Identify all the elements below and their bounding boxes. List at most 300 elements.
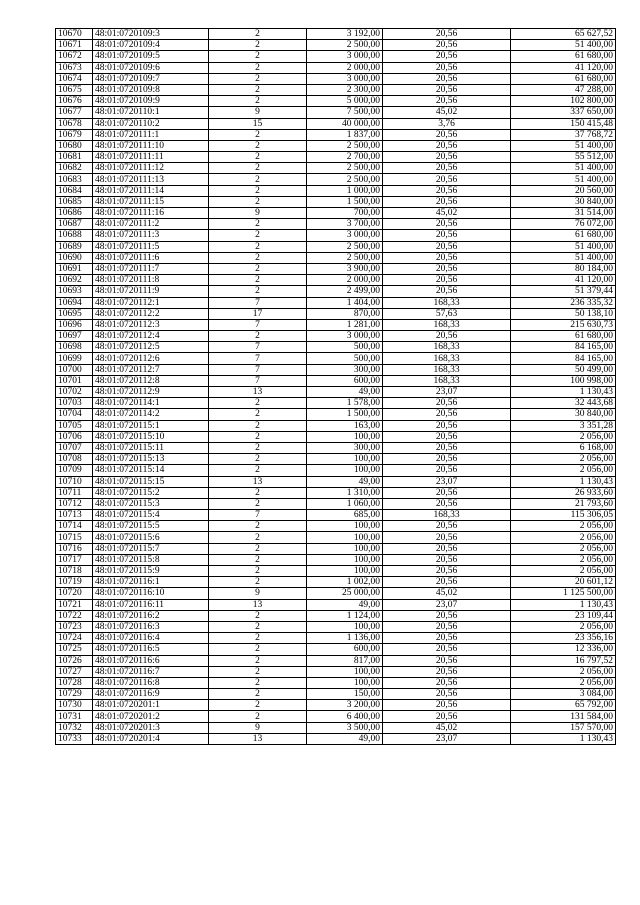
rate-value: 20,56 [383,610,511,621]
rate-value: 20,56 [383,152,511,163]
area-value: 3 200,00 [307,700,383,711]
cadastral-number: 48:01:0720114:2 [93,409,209,420]
rate-value: 20,56 [383,666,511,677]
category-code: 2 [209,566,307,577]
area-value: 100,00 [307,566,383,577]
cadastral-number: 48:01:0720109:5 [93,51,209,62]
cadastral-value: 61 680,00 [511,73,616,84]
table-row [56,29,616,40]
cadastral-number: 48:01:0720111:9 [93,286,209,297]
cadastral-number: 48:01:0720111:10 [93,140,209,151]
table-row [56,118,616,129]
rate-value: 20,56 [383,73,511,84]
area-value: 1 578,00 [307,398,383,409]
table-row [56,498,616,509]
table-row [56,442,616,453]
table-row [56,610,616,621]
category-code: 2 [209,454,307,465]
category-code: 2 [209,73,307,84]
cadastral-number: 48:01:0720109:8 [93,84,209,95]
table-row [56,510,616,521]
cadastral-number: 48:01:0720115:13 [93,454,209,465]
cadastral-value: 23 109,44 [511,610,616,621]
cadastral-number: 48:01:0720115:6 [93,532,209,543]
table-row [56,375,616,386]
category-code: 2 [209,431,307,442]
row-number: 10691 [56,263,93,274]
table-row [56,420,616,431]
cadastral-value: 6 168,00 [511,442,616,453]
cadastral-value: 41 120,00 [511,62,616,73]
category-code: 2 [209,252,307,263]
row-number: 10727 [56,666,93,677]
category-code: 2 [209,263,307,274]
rate-value: 20,56 [383,498,511,509]
area-value: 600,00 [307,375,383,386]
table-row [56,51,616,62]
row-number: 10716 [56,543,93,554]
row-number: 10730 [56,700,93,711]
row-number: 10678 [56,118,93,129]
area-value: 1 002,00 [307,577,383,588]
category-code: 2 [209,331,307,342]
table-row [56,107,616,118]
row-number: 10682 [56,163,93,174]
table-row [56,387,616,398]
rate-value: 20,56 [383,442,511,453]
table-row [56,297,616,308]
cadastral-number: 48:01:0720112:5 [93,342,209,353]
cadastral-number: 48:01:0720201:1 [93,700,209,711]
cadastral-value-table [55,28,616,745]
rate-value: 20,56 [383,633,511,644]
table-row [56,129,616,140]
cadastral-number: 48:01:0720116:3 [93,621,209,632]
rate-value: 23,07 [383,733,511,744]
cadastral-number: 48:01:0720111:2 [93,219,209,230]
cadastral-value: 20 560,00 [511,185,616,196]
rate-value: 20,56 [383,521,511,532]
rate-value: 20,56 [383,263,511,274]
cadastral-number: 48:01:0720201:2 [93,711,209,722]
table-row [56,241,616,252]
area-value: 100,00 [307,454,383,465]
cadastral-value: 337 650,00 [511,107,616,118]
row-number: 10677 [56,107,93,118]
table-row [56,140,616,151]
row-number: 10696 [56,319,93,330]
rate-value: 168,33 [383,319,511,330]
cadastral-value: 2 056,00 [511,621,616,632]
rate-value: 20,56 [383,163,511,174]
cadastral-number: 48:01:0720110:1 [93,107,209,118]
cadastral-value: 2 056,00 [511,454,616,465]
cadastral-value: 47 288,00 [511,84,616,95]
table-row [56,677,616,688]
rate-value: 168,33 [383,297,511,308]
cadastral-number: 48:01:0720116:2 [93,610,209,621]
row-number: 10692 [56,275,93,286]
rate-value: 45,02 [383,722,511,733]
area-value: 2 000,00 [307,62,383,73]
row-number: 10694 [56,297,93,308]
table-row [56,196,616,207]
area-value: 600,00 [307,644,383,655]
area-value: 1 000,00 [307,185,383,196]
area-value: 1 500,00 [307,409,383,420]
area-value: 3 500,00 [307,722,383,733]
row-number: 10676 [56,96,93,107]
cadastral-number: 48:01:0720116:7 [93,666,209,677]
rate-value: 20,56 [383,465,511,476]
table-row [56,364,616,375]
cadastral-number: 48:01:0720116:8 [93,677,209,688]
table-row [56,700,616,711]
row-number: 10675 [56,84,93,95]
cadastral-number: 48:01:0720112:7 [93,364,209,375]
table-row [56,431,616,442]
row-number: 10729 [56,689,93,700]
row-number: 10721 [56,599,93,610]
table-row [56,599,616,610]
category-code: 2 [209,677,307,688]
row-number: 10687 [56,219,93,230]
category-code: 2 [209,577,307,588]
rate-value: 20,56 [383,543,511,554]
cadastral-number: 48:01:0720115:1 [93,420,209,431]
rate-value: 20,56 [383,40,511,51]
table-row [56,174,616,185]
table-row [56,319,616,330]
row-number: 10695 [56,308,93,319]
area-value: 3 000,00 [307,51,383,62]
category-code: 2 [209,610,307,621]
table-row [56,465,616,476]
cadastral-number: 48:01:0720116:9 [93,689,209,700]
rate-value: 20,56 [383,219,511,230]
row-number: 10670 [56,29,93,40]
table-row [56,666,616,677]
area-value: 2 300,00 [307,84,383,95]
cadastral-number: 48:01:0720112:8 [93,375,209,386]
cadastral-value: 2 056,00 [511,566,616,577]
rate-value: 20,56 [383,431,511,442]
category-code: 2 [209,62,307,73]
area-value: 3 700,00 [307,219,383,230]
cadastral-value: 115 306,05 [511,510,616,521]
cadastral-value: 3 351,28 [511,420,616,431]
category-code: 2 [209,163,307,174]
category-code: 7 [209,510,307,521]
table-row [56,487,616,498]
cadastral-value: 80 184,00 [511,263,616,274]
rate-value: 20,56 [383,577,511,588]
cadastral-value: 84 165,00 [511,353,616,364]
category-code: 2 [209,420,307,431]
table-row [56,263,616,274]
cadastral-value: 50 138,10 [511,308,616,319]
category-code: 2 [209,84,307,95]
area-value: 7 500,00 [307,107,383,118]
area-value: 3 900,00 [307,263,383,274]
table-row [56,689,616,700]
cadastral-value: 84 165,00 [511,342,616,353]
cadastral-value: 157 570,00 [511,722,616,733]
rate-value: 20,56 [383,241,511,252]
area-value: 49,00 [307,476,383,487]
cadastral-number: 48:01:0720115:7 [93,543,209,554]
row-number: 10718 [56,566,93,577]
area-value: 2 500,00 [307,241,383,252]
cadastral-value: 61 680,00 [511,230,616,241]
cadastral-number: 48:01:0720112:1 [93,297,209,308]
rate-value: 20,56 [383,230,511,241]
category-code: 7 [209,364,307,375]
cadastral-number: 48:01:0720116:4 [93,633,209,644]
cadastral-number: 48:01:0720109:3 [93,29,209,40]
row-number: 10704 [56,409,93,420]
category-code: 2 [209,532,307,543]
table-row [56,208,616,219]
row-number: 10720 [56,588,93,599]
row-number: 10717 [56,554,93,565]
row-number: 10690 [56,252,93,263]
category-code: 2 [209,498,307,509]
category-code: 2 [209,96,307,107]
cadastral-value: 61 680,00 [511,51,616,62]
table-row [56,621,616,632]
cadastral-number: 48:01:0720111:3 [93,230,209,241]
table-row [56,84,616,95]
category-code: 7 [209,297,307,308]
row-number: 10732 [56,722,93,733]
category-code: 13 [209,733,307,744]
cadastral-value: 51 400,00 [511,241,616,252]
category-code: 15 [209,118,307,129]
cadastral-value: 236 335,32 [511,297,616,308]
rate-value: 45,02 [383,208,511,219]
rate-value: 20,56 [383,644,511,655]
cadastral-number: 48:01:0720112:4 [93,331,209,342]
row-number: 10701 [56,375,93,386]
row-number: 10705 [56,420,93,431]
rate-value: 23,07 [383,599,511,610]
area-value: 500,00 [307,353,383,364]
rate-value: 20,56 [383,129,511,140]
cadastral-value: 23 356,16 [511,633,616,644]
row-number: 10693 [56,286,93,297]
row-number: 10713 [56,510,93,521]
table-row [56,476,616,487]
row-number: 10702 [56,387,93,398]
row-number: 10708 [56,454,93,465]
area-value: 100,00 [307,431,383,442]
area-value: 6 400,00 [307,711,383,722]
cadastral-value: 51 379,44 [511,286,616,297]
area-value: 3 192,00 [307,29,383,40]
category-code: 2 [209,711,307,722]
cadastral-number: 48:01:0720111:12 [93,163,209,174]
table-row [56,644,616,655]
cadastral-number: 48:01:0720115:15 [93,476,209,487]
table-row [56,219,616,230]
area-value: 1 310,00 [307,487,383,498]
cadastral-value: 51 400,00 [511,252,616,263]
category-code: 2 [209,543,307,554]
row-number: 10699 [56,353,93,364]
category-code: 2 [209,185,307,196]
category-code: 2 [209,442,307,453]
cadastral-number: 48:01:0720116:11 [93,599,209,610]
area-value: 100,00 [307,621,383,632]
rate-value: 20,56 [383,185,511,196]
cadastral-number: 48:01:0720109:6 [93,62,209,73]
cadastral-number: 48:01:0720110:2 [93,118,209,129]
rate-value: 20,56 [383,62,511,73]
cadastral-number: 48:01:0720115:3 [93,498,209,509]
category-code: 2 [209,140,307,151]
cadastral-number: 48:01:0720114:1 [93,398,209,409]
cadastral-value: 1 130,43 [511,476,616,487]
cadastral-value: 12 336,00 [511,644,616,655]
table-row [56,275,616,286]
cadastral-value: 30 840,00 [511,409,616,420]
area-value: 100,00 [307,465,383,476]
table-row [56,532,616,543]
row-number: 10700 [56,364,93,375]
cadastral-number: 48:01:0720115:9 [93,566,209,577]
cadastral-number: 48:01:0720109:9 [93,96,209,107]
category-code: 2 [209,241,307,252]
area-value: 100,00 [307,677,383,688]
table-row [56,73,616,84]
area-value: 3 000,00 [307,331,383,342]
cadastral-number: 48:01:0720115:10 [93,431,209,442]
area-value: 100,00 [307,521,383,532]
cadastral-value: 2 056,00 [511,666,616,677]
category-code: 2 [209,230,307,241]
rate-value: 45,02 [383,588,511,599]
table-row [56,40,616,51]
cadastral-number: 48:01:0720116:6 [93,655,209,666]
rate-value: 20,56 [383,677,511,688]
cadastral-value: 2 056,00 [511,543,616,554]
cadastral-value: 2 056,00 [511,465,616,476]
row-number: 10706 [56,431,93,442]
rate-value: 20,56 [383,196,511,207]
row-number: 10731 [56,711,93,722]
row-number: 10688 [56,230,93,241]
row-number: 10709 [56,465,93,476]
cadastral-value: 51 400,00 [511,163,616,174]
cadastral-value: 102 800,00 [511,96,616,107]
rate-value: 20,56 [383,409,511,420]
rate-value: 20,56 [383,621,511,632]
cadastral-number: 48:01:0720115:2 [93,487,209,498]
rate-value: 20,56 [383,487,511,498]
cadastral-number: 48:01:0720111:16 [93,208,209,219]
cadastral-value: 1 130,43 [511,387,616,398]
row-number: 10725 [56,644,93,655]
rate-value: 20,56 [383,252,511,263]
table-row [56,577,616,588]
cadastral-number: 48:01:0720112:2 [93,308,209,319]
rate-value: 20,56 [383,29,511,40]
table-row [56,353,616,364]
cadastral-number: 48:01:0720115:4 [93,510,209,521]
cadastral-number: 48:01:0720111:5 [93,241,209,252]
rate-value: 20,56 [383,420,511,431]
table-row [56,62,616,73]
cadastral-number: 48:01:0720112:3 [93,319,209,330]
row-number: 10698 [56,342,93,353]
cadastral-value: 32 443,68 [511,398,616,409]
area-value: 100,00 [307,554,383,565]
category-code: 2 [209,465,307,476]
category-code: 2 [209,487,307,498]
table-row [56,409,616,420]
row-number: 10686 [56,208,93,219]
row-number: 10714 [56,521,93,532]
table-row [56,655,616,666]
area-value: 100,00 [307,532,383,543]
cadastral-value: 2 056,00 [511,431,616,442]
category-code: 2 [209,409,307,420]
category-code: 2 [209,219,307,230]
cadastral-value: 16 797,52 [511,655,616,666]
row-number: 10707 [56,442,93,453]
category-code: 2 [209,521,307,532]
cadastral-number: 48:01:0720115:14 [93,465,209,476]
area-value: 817,00 [307,655,383,666]
row-number: 10672 [56,51,93,62]
cadastral-number: 48:01:0720111:8 [93,275,209,286]
row-number: 10711 [56,487,93,498]
area-value: 49,00 [307,387,383,398]
row-number: 10681 [56,152,93,163]
category-code: 2 [209,700,307,711]
category-code: 2 [209,621,307,632]
row-number: 10689 [56,241,93,252]
cadastral-value: 51 400,00 [511,174,616,185]
area-value: 870,00 [307,308,383,319]
table-row [56,454,616,465]
area-value: 500,00 [307,342,383,353]
table-body [56,29,616,745]
category-code: 2 [209,398,307,409]
cadastral-value: 31 514,00 [511,208,616,219]
area-value: 100,00 [307,666,383,677]
row-number: 10728 [56,677,93,688]
cadastral-value: 1 130,43 [511,733,616,744]
row-number: 10719 [56,577,93,588]
area-value: 25 000,00 [307,588,383,599]
category-code: 2 [209,152,307,163]
area-value: 300,00 [307,364,383,375]
cadastral-number: 48:01:0720115:8 [93,554,209,565]
row-number: 10724 [56,633,93,644]
row-number: 10671 [56,40,93,51]
area-value: 5 000,00 [307,96,383,107]
cadastral-value: 65 627,52 [511,29,616,40]
cadastral-value: 131 584,00 [511,711,616,722]
rate-value: 20,56 [383,689,511,700]
area-value: 1 404,00 [307,297,383,308]
cadastral-value: 3 084,00 [511,689,616,700]
table-row [56,633,616,644]
row-number: 10726 [56,655,93,666]
table-row [56,711,616,722]
